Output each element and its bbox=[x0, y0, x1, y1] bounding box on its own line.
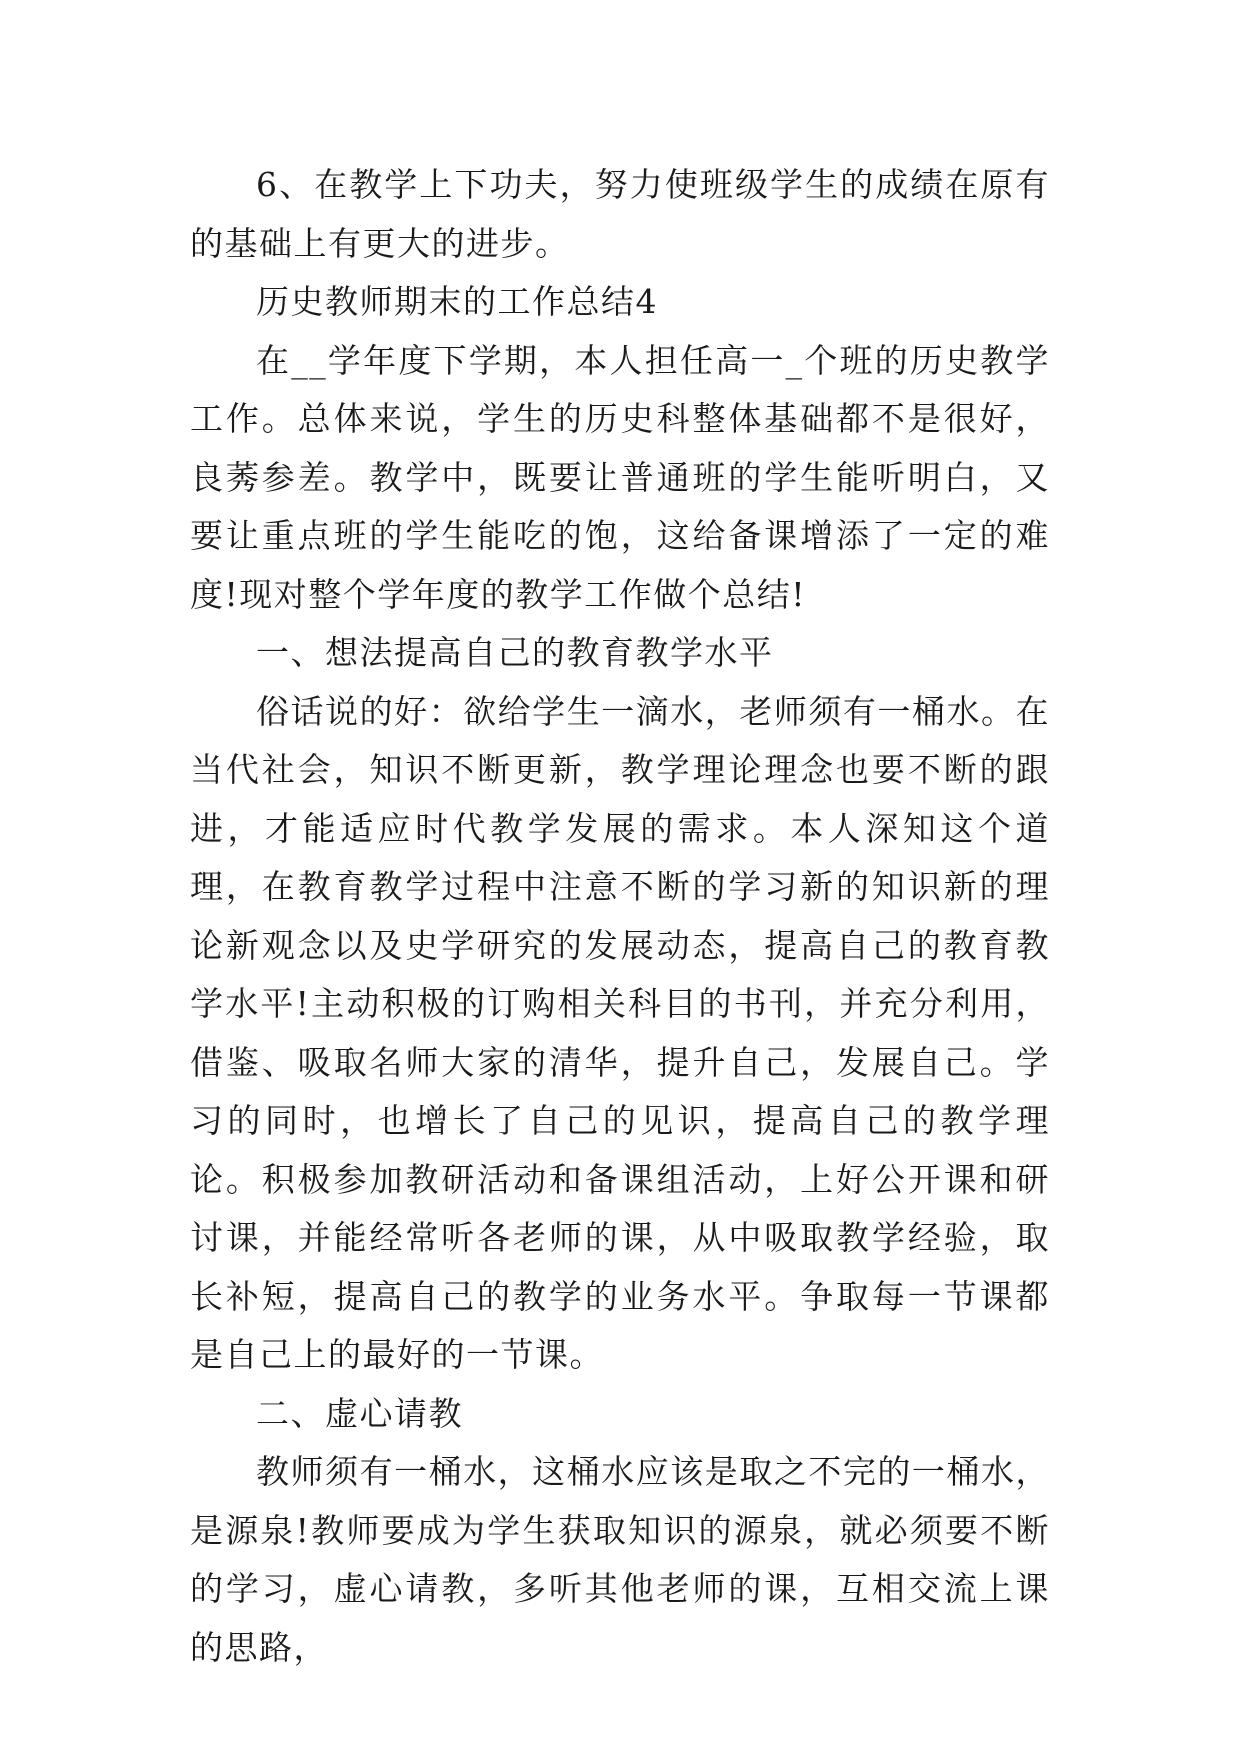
paragraph-item-6: 6、在教学上下功夫，努力使班级学生的成绩在原有的基础上有更大的进步。 bbox=[190, 165, 1050, 263]
section-title: 历史教师期末的工作总结4 bbox=[256, 282, 658, 321]
document-body bbox=[190, 156, 1050, 1677]
intro-paragraph: 在__学年度下学期，本人担任高一_个班的历史教学工作。总体来说，学生的历史科整体基础都不是很好，良莠参差。教学中，既要让普通班的学生能听明白，又要让重点班的学生能吃的饱，这给备课增添了一定的难度!现对整个学年度的教学工作做个总结! bbox=[190, 340, 1050, 614]
section-heading-1: 一、想法提高自己的教育教学水平 bbox=[256, 633, 774, 672]
section-2-paragraph: 教师须有一桶水，这桶水应该是取之不完的一桶水，是源泉!教师要成为学生获取知识的源泉，就必须要不断的学习，虚心请教，多听其他老师的课，互相交流上课的思路， bbox=[190, 1452, 1050, 1667]
section-1-paragraph: 俗话说的好：欲给学生一滴水，老师须有一桶水。在当代社会，知识不断更新，教学理论理念也要不断的跟进，才能适应时代教学发展的需求。本人深知这个道理，在教育教学过程中注意不断的学习新的知识新的理论新观念以及史学研究的发展动态，提高自己的教育教学水平!主动积极的订购相关科目的书刊，并充分利用，借鉴、吸取名师大家的清华，提升自己，发展自己。学习的同时，也增长了自己的见识，提高自己的教学理论。积极参加教研活动和备课组活动，上好公开课和研讨课，并能经常听各老师的课，从中吸取教学经验，取长补短，提高自己的教学的业务水平。争取每一节课都是自己上的最好的一节课。 bbox=[190, 691, 1050, 1374]
section-heading-2: 二、虚心请教 bbox=[256, 1393, 463, 1433]
